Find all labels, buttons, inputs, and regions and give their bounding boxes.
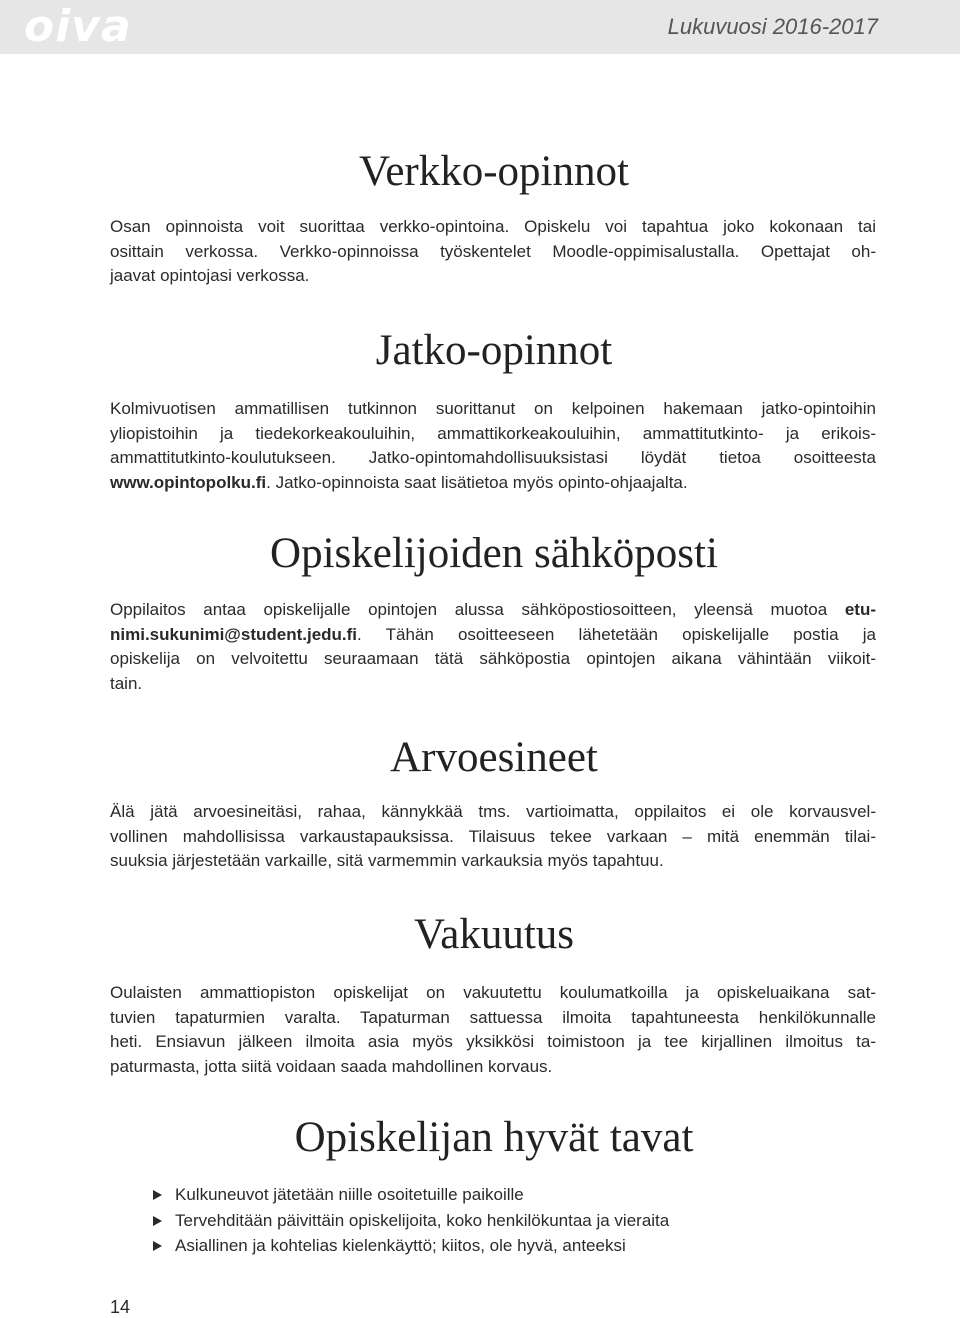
list-item-text: Tervehditään päivittäin opiskelijoita, koko henkilökuntaa ja vieraita <box>175 1210 670 1230</box>
paragraph-jatko-opinnot <box>110 397 876 495</box>
text-line: vollinen mahdollisissa varkaustapauksissa. Tilaisuus tekee varkaan – mitä enemmän tilai- <box>110 826 876 846</box>
text-line: Osan opinnoista voit suorittaa verkko-opintoina. Opiskelu voi tapahtua joko kokonaan tai <box>110 217 876 236</box>
list-item <box>110 1233 669 1259</box>
text-line: ammattitutkinto-koulutukseen. Jatko-opintomahdollisuuksistasi löydät tietoa osoitteesta <box>110 448 876 467</box>
text-line: tain. <box>110 673 143 693</box>
text-line: paturmasta, jotta siitä voidaan saada mahdollinen korvaus. <box>110 1056 553 1076</box>
text-line: suuksia järjestetään varkaille, sitä varmemmin varkauksia myös tapahtuu. <box>110 851 664 870</box>
text-before-email: Oppilaitos antaa opiskelijalle opintojen alussa sähköpostiosoitteen, yleensä muotoa <box>110 600 845 619</box>
text-after-email: . Tähän osoitteeseen lähetetään opiskelijalle postia ja <box>357 624 876 644</box>
heading-verkko-opinnot: Verkko-opinnot <box>359 148 629 195</box>
page-number: 14 <box>110 1297 131 1317</box>
text-line: yliopistoihin ja tiedekorkeakouluihin, ammattikorkeakouluihin, ammattitutkinto- ja erikois- <box>110 423 876 443</box>
paragraph-verkko-opinnot <box>110 215 876 289</box>
text-line: heti. Ensiavun jälkeen ilmoita asia myös yksikkösi toimistoon ja tee kirjallinen ilmoitus ta- <box>110 1032 876 1051</box>
text-line <box>110 471 876 496</box>
school-year: Lukuvuosi 2016-2017 <box>667 14 878 39</box>
text-line <box>110 598 876 623</box>
heading-vakuutus: Vakuutus <box>413 911 575 958</box>
email-format-part2: nimi.sukunimi@student.jedu.fi <box>110 624 358 644</box>
text-line: tuvien tapaturmien varalta. Tapaturman sattuessa ilmoita tapahtuneesta henkilökunnalle <box>110 1007 876 1027</box>
list-item-text: Kulkuneuvot jätetään niille osoitetuille paikoille <box>175 1185 524 1204</box>
paragraph-arvoesineet <box>110 800 876 874</box>
good-manners-list <box>110 1182 669 1259</box>
heading-opiskelijoiden-sahkoposti: Opiskelijoiden sähköposti <box>270 530 718 577</box>
text-line: Älä jätä arvoesineitäsi, rahaa, kännykkää tms. vartioimatta, oppilaitos ei ole korvausvel- <box>110 802 876 821</box>
list-item-text: Asiallinen ja kohtelias kielenkäyttö; kiitos, ole hyvä, anteeksi <box>175 1236 626 1255</box>
triangle-bullet-icon <box>153 1216 162 1226</box>
text-line: osittain verkossa. Verkko-opinnoissa työskentelet Moodle-oppimisalustalla. Opettajat oh- <box>110 241 876 261</box>
oiva-logo: oiva <box>24 1 132 52</box>
heading-opiskelijan-hyvat-tavat: Opiskelijan hyvät tavat <box>294 1114 694 1161</box>
text-line: Oulaisten ammattiopiston opiskelijat on vakuutettu koulumatkoilla ja opiskeluaikana sat- <box>110 983 876 1002</box>
heading-jatko-opinnot: Jatko-opinnot <box>375 327 613 374</box>
text-line: Kolmivuotisen ammatillisen tutkinnon suorittanut on kelpoinen hakemaan jatko-opintoihin <box>110 399 876 418</box>
text-line: jaavat opintojasi verkossa. <box>110 266 310 285</box>
text-line: opiskelija on velvoitettu seuraamaan tätä sähköpostia opintojen aikana vähintään viikoit- <box>110 649 876 668</box>
opintopolku-link[interactable]: www.opintopolku.fi <box>110 472 267 492</box>
triangle-bullet-icon <box>153 1241 162 1251</box>
text-line <box>110 623 876 648</box>
paragraph-vakuutus <box>110 981 876 1079</box>
header-bar <box>0 0 960 54</box>
text-after-link: . Jatko-opinnoista saat lisätietoa myös opinto-ohjaajalta. <box>266 472 688 492</box>
email-format-part1: etu- <box>844 600 876 619</box>
list-item <box>110 1182 669 1208</box>
heading-arvoesineet: Arvoesineet <box>390 734 598 781</box>
triangle-bullet-icon <box>153 1190 162 1200</box>
paragraph-sahkoposti <box>110 598 876 696</box>
list-item <box>110 1208 669 1234</box>
